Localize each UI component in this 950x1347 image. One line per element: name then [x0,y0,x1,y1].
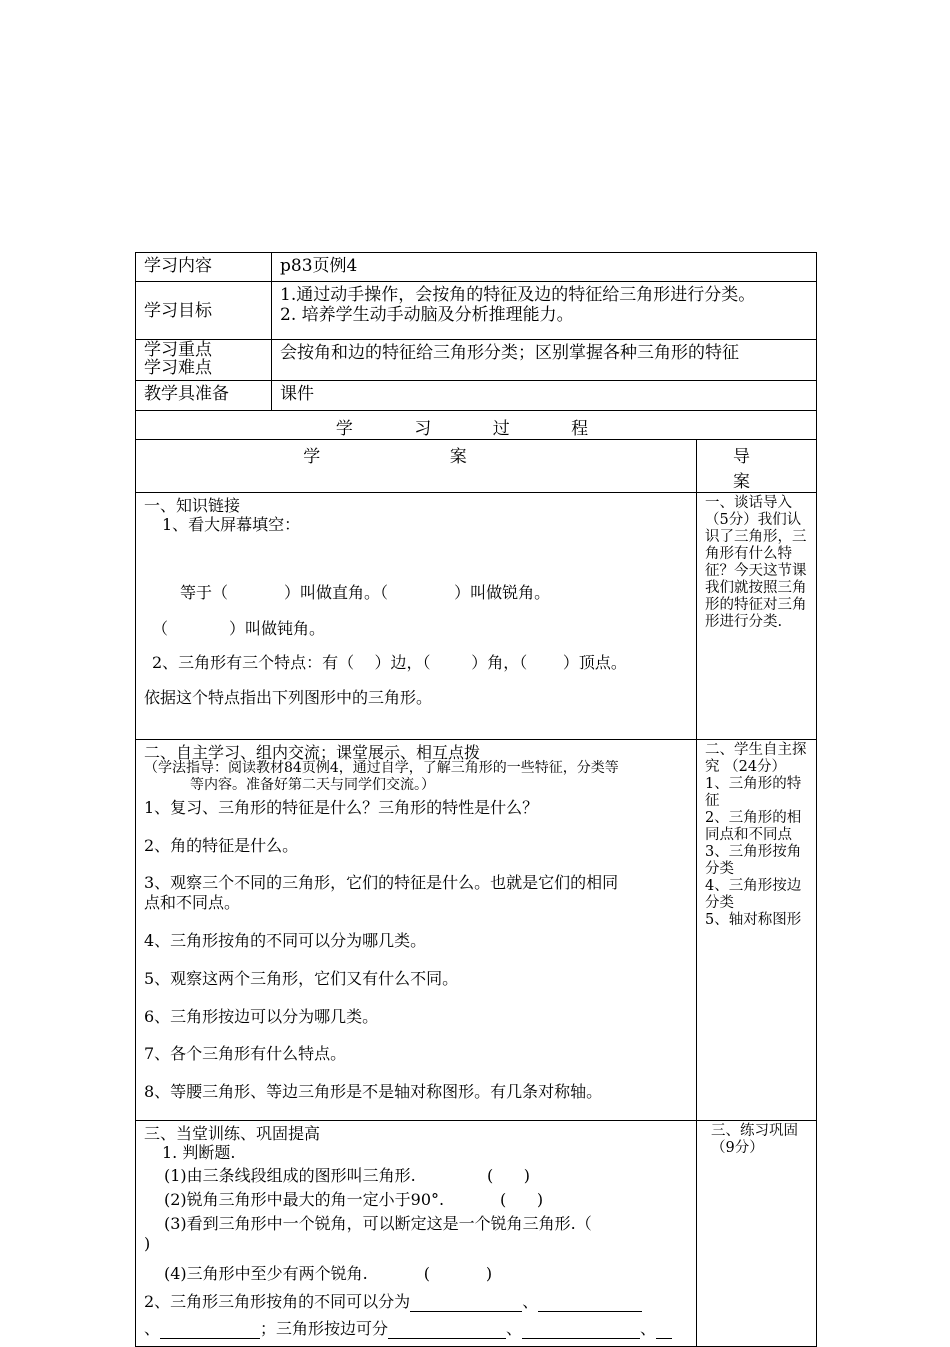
lesson-plan [135,252,816,1347]
section3-q2-line2: 、 ；三角形按边可分 、 、 [144,1316,672,1339]
section2-guide: 等内容。准备好第二天与同学们交流。） [190,777,435,793]
section3-title: 三、当堂训练、巩固提高 [144,1124,321,1143]
key-label: 学习重点 学习难点 [136,340,272,381]
section2-q3: 3、观察三个不同的三角形，它们的特征是什么。也就是它们的相同 [144,873,619,892]
section2-q6: 6、三角形按边可以分为哪几类。 [144,1007,379,1026]
section2-q8: 8、等腰三角形、等边三角形是不是轴对称图形。有几条对称轴。 [144,1082,603,1101]
answer-blank[interactable] [410,1293,522,1312]
section1-fill-b: （ ）叫做钝角。 [152,619,326,638]
goal-item: 1.通过动手操作，会按角的特征及边的特征给三角形进行分类。 [280,285,756,305]
judge-item-paren: ) [144,1234,151,1253]
lesson-table [135,252,817,1347]
key-value: 会按角和边的特征给三角形分类；区别掌握各种三角形的特征 [272,340,817,381]
section2-q4: 4、三角形按角的不同可以分为哪几类。 [144,931,427,950]
section3-body [136,1121,697,1347]
answer-blank[interactable] [538,1293,642,1312]
tools-value: 课件 [272,381,817,411]
section3-q-head: 1. 判断题. [162,1143,236,1162]
section2-q7: 7、各个三角形有什么特点。 [144,1044,347,1063]
section1-note: 一、谈话导入（5分）我们认识了三角形，三角形有什么特征？今天这节课我们就按照三角形的特征对三角形进行分类. [697,493,817,740]
judge-item: (2)锐角三角形中最大的角一定小于90°. ( ) [164,1190,544,1209]
answer-blank[interactable] [522,1320,640,1339]
section2-body [136,740,697,1121]
section2-q3: 点和不同点。 [144,893,241,912]
section2-title: 二、自主学习、组内交流；课堂展示、相互点拨 [144,743,481,762]
section2-note: 二、学生自主探究 （24分） 1、三角形的特征 2、三角形的相同点和不同点 3、三角形按角分类 4、三角形按边分类 5、轴对称图形 [697,740,817,1121]
answer-blank[interactable] [160,1320,260,1339]
judge-item: (3)看到三角形中一个锐角，可以断定这是一个锐角三角形.（ [164,1214,592,1233]
section1-fill-c: 2、三角形有三个特点：有（ ）边，（ ）角，（ ）顶点。 [152,653,627,672]
col-left-header: 学 案 [136,440,697,493]
section1-body [136,493,697,740]
answer-blank[interactable] [388,1320,506,1339]
section1-fill-d: 依据这个特点指出下列图形中的三角形。 [144,688,433,707]
section1-fill-a: 等于（ ）叫做直角。（ ）叫做锐角。 [180,583,551,602]
judge-item: (4)三角形中至少有两个锐角. ( ) [164,1264,493,1283]
process-title: 学 习 过 程 [136,411,817,440]
section3-q2-line1: 2、三角形三角形按角的不同可以分为 、 [144,1289,642,1312]
answer-blank[interactable] [656,1320,672,1339]
goal-item: 2. 培养学生动手动脑及分析推理能力。 [280,305,574,325]
section3-note: 三、练习巩固 （9分） [697,1121,817,1347]
section2-guide: （学法指导：阅读教材84页例4，通过自学，了解三角形的一些特征，分类等 [144,760,619,776]
section2-q2: 2、角的特征是什么。 [144,836,299,855]
section2-q5: 5、观察这两个三角形，它们又有什么不同。 [144,969,459,988]
section1-title: 一、知识链接 [144,496,241,515]
section1-q1: 1、看大屏幕填空： [162,515,301,534]
goal-label: 学习目标 [136,282,272,340]
content-value: p83页例4 [272,253,817,282]
content-label: 学习内容 [136,253,272,282]
judge-item: (1)由三条线段组成的图形叫三角形. ( ) [164,1166,530,1185]
col-right-header: 导 案 [697,440,817,493]
tools-label: 教学具准备 [136,381,272,411]
goal-value [272,282,817,340]
section2-q1: 1、复习、三角形的特征是什么？三角形的特性是什么？ [144,798,539,817]
